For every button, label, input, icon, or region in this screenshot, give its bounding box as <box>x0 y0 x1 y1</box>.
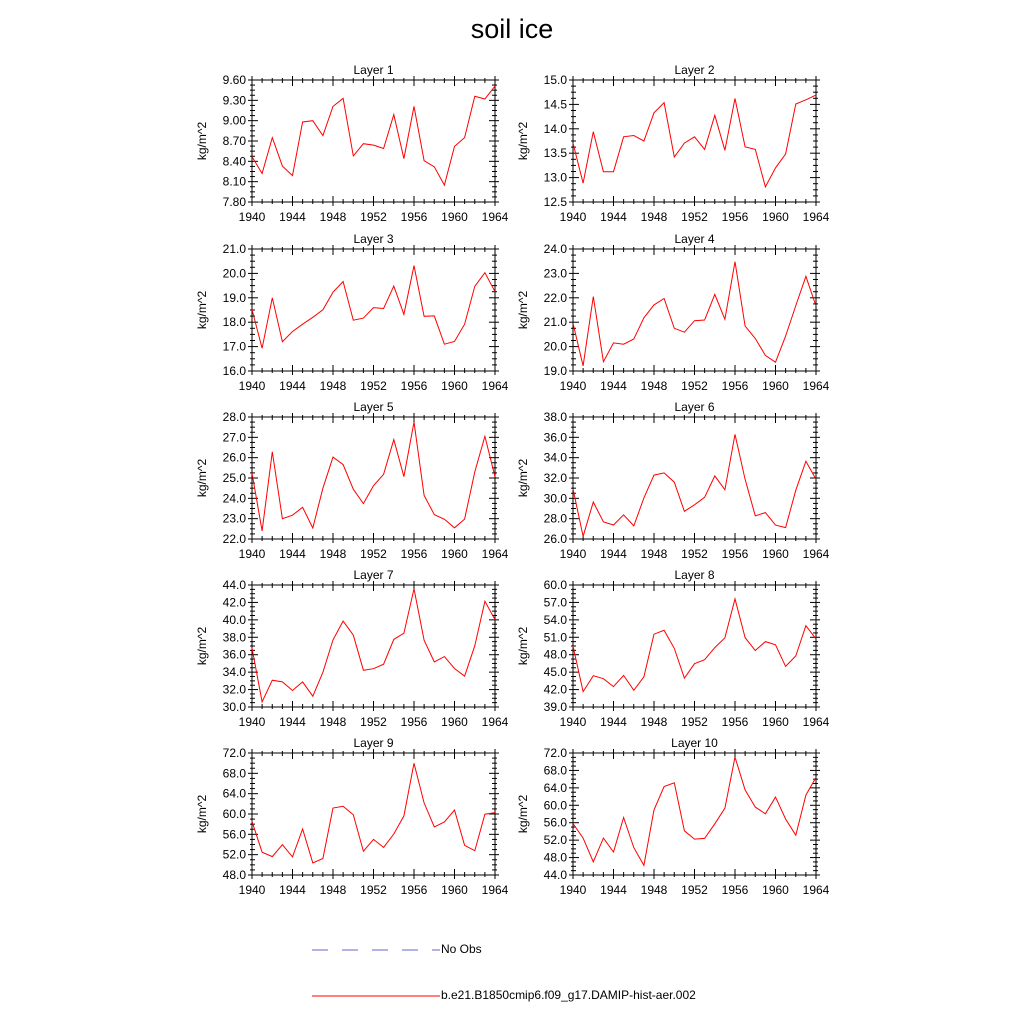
plot-frame <box>252 753 495 875</box>
x-tick-label: 1964 <box>802 715 830 729</box>
x-tick-label: 1944 <box>600 715 627 729</box>
legend-obs-entry <box>312 940 612 960</box>
chart-panel-3 <box>195 232 509 393</box>
plot-frame <box>573 585 816 707</box>
x-tick-label: 1952 <box>360 210 387 224</box>
series-line <box>573 262 816 366</box>
y-tick-label: 32.0 <box>222 682 246 697</box>
plot-frame <box>252 417 495 539</box>
chart-panel-2 <box>516 63 830 224</box>
y-tick-label: 19.0 <box>222 290 246 305</box>
x-tick-label: 1948 <box>640 547 668 561</box>
x-tick-label: 1960 <box>441 715 468 729</box>
series-line <box>573 95 816 187</box>
x-tick-label: 1956 <box>721 379 749 393</box>
y-tick-label: 22.0 <box>543 290 567 305</box>
y-tick-label: 34.0 <box>543 450 567 465</box>
x-tick-label: 1956 <box>400 547 428 561</box>
page-title: soil ice <box>470 14 554 44</box>
x-tick-label: 1944 <box>279 379 306 393</box>
x-tick-label: 1944 <box>600 379 627 393</box>
x-tick-label: 1952 <box>681 883 708 897</box>
y-tick-label: 8.70 <box>222 134 246 148</box>
chart-title: Layer 4 <box>674 232 715 246</box>
y-axis-label: kg/m^2 <box>516 290 530 330</box>
x-tick-label: 1952 <box>360 379 387 393</box>
series-line <box>252 86 495 185</box>
y-axis-label: kg/m^2 <box>516 458 530 498</box>
y-tick-label: 30.0 <box>222 700 246 714</box>
y-tick-label: 34.0 <box>222 665 246 680</box>
y-tick-label: 17.0 <box>222 339 246 354</box>
y-tick-label: 51.0 <box>543 630 567 645</box>
y-tick-label: 28.0 <box>543 511 567 526</box>
x-tick-label: 1944 <box>600 210 627 224</box>
chart-title: Layer 8 <box>674 568 715 582</box>
y-axis-label: kg/m^2 <box>195 794 209 834</box>
chart-panel-7 <box>195 568 509 729</box>
x-tick-label: 1944 <box>600 547 627 561</box>
y-tick-label: 48.0 <box>543 850 567 865</box>
x-tick-label: 1960 <box>762 379 789 393</box>
x-tick-label: 1940 <box>238 379 266 393</box>
y-tick-label: 24.0 <box>543 242 567 256</box>
y-tick-label: 26.0 <box>543 532 567 546</box>
y-axis-label: kg/m^2 <box>195 290 209 330</box>
legend-model-entry <box>312 986 732 1006</box>
x-tick-label: 1960 <box>762 883 789 897</box>
y-tick-label: 14.0 <box>543 121 567 136</box>
chart-panel-6 <box>516 400 830 561</box>
x-tick-label: 1960 <box>441 379 468 393</box>
series-line <box>252 763 495 863</box>
x-tick-label: 1964 <box>481 715 509 729</box>
chart-panel-8 <box>516 568 830 729</box>
x-tick-label: 1948 <box>319 210 347 224</box>
x-tick-label: 1948 <box>640 883 668 897</box>
x-tick-label: 1960 <box>441 883 468 897</box>
y-tick-label: 8.10 <box>222 174 246 189</box>
y-tick-label: 13.5 <box>543 146 567 161</box>
y-tick-label: 52.0 <box>543 833 567 848</box>
y-tick-label: 14.5 <box>543 97 567 112</box>
y-tick-label: 40.0 <box>222 612 246 627</box>
x-tick-label: 1944 <box>279 547 306 561</box>
x-tick-label: 1964 <box>481 210 509 224</box>
y-axis-label: kg/m^2 <box>516 794 530 834</box>
x-tick-label: 1952 <box>681 715 708 729</box>
chart-title: Layer 5 <box>353 400 394 414</box>
x-tick-label: 1948 <box>319 883 347 897</box>
y-tick-label: 48.0 <box>222 868 246 882</box>
plot-frame <box>252 249 495 371</box>
x-tick-label: 1944 <box>279 883 306 897</box>
y-tick-label: 44.0 <box>222 578 246 592</box>
y-tick-label: 16.0 <box>222 364 246 378</box>
x-tick-label: 1964 <box>481 379 509 393</box>
plot-frame <box>252 80 495 202</box>
plot-frame <box>573 753 816 875</box>
x-tick-label: 1960 <box>762 210 789 224</box>
y-tick-label: 21.0 <box>543 315 567 330</box>
chart-title: Layer 9 <box>353 736 394 750</box>
y-tick-label: 56.0 <box>543 815 567 830</box>
x-tick-label: 1964 <box>802 883 830 897</box>
y-tick-label: 45.0 <box>543 665 567 680</box>
y-tick-label: 68.0 <box>222 766 246 781</box>
y-tick-label: 15.0 <box>543 73 567 87</box>
chart-title: Layer 1 <box>353 63 394 77</box>
x-tick-label: 1944 <box>600 883 627 897</box>
y-tick-label: 8.40 <box>222 154 246 169</box>
chart-panel-5 <box>195 400 509 561</box>
y-tick-label: 38.0 <box>222 630 246 645</box>
y-axis-label: kg/m^2 <box>516 121 530 161</box>
x-tick-label: 1948 <box>640 715 668 729</box>
y-tick-label: 68.0 <box>543 763 567 778</box>
y-tick-label: 36.0 <box>222 647 246 662</box>
y-tick-label: 32.0 <box>543 471 567 485</box>
y-tick-label: 30.0 <box>543 491 567 506</box>
x-tick-label: 1944 <box>279 210 306 224</box>
y-tick-label: 39.0 <box>543 700 567 714</box>
x-tick-label: 1940 <box>238 210 266 224</box>
y-tick-label: 7.80 <box>222 195 246 209</box>
y-tick-label: 24.0 <box>222 491 246 506</box>
y-tick-label: 26.0 <box>222 450 246 465</box>
series-line <box>573 757 816 865</box>
x-tick-label: 1948 <box>319 715 347 729</box>
legend-model-line <box>312 986 442 1006</box>
y-tick-label: 44.0 <box>543 868 567 882</box>
y-tick-label: 25.0 <box>222 471 246 485</box>
y-tick-label: 9.60 <box>222 73 246 87</box>
plot-frame <box>573 80 816 202</box>
y-tick-label: 64.0 <box>543 780 567 795</box>
x-tick-label: 1952 <box>360 715 387 729</box>
legend-obs-line <box>312 940 442 960</box>
x-tick-label: 1948 <box>319 379 347 393</box>
x-tick-label: 1956 <box>400 883 428 897</box>
y-tick-label: 52.0 <box>222 847 246 862</box>
y-tick-label: 12.5 <box>543 195 567 209</box>
y-axis-label: kg/m^2 <box>195 121 209 161</box>
chart-panel-9 <box>195 736 509 897</box>
y-tick-label: 48.0 <box>543 647 567 662</box>
series-line <box>573 434 816 536</box>
y-tick-label: 60.0 <box>543 578 567 592</box>
x-tick-label: 1956 <box>721 715 749 729</box>
x-tick-label: 1956 <box>721 210 749 224</box>
x-tick-label: 1940 <box>559 883 587 897</box>
x-tick-label: 1940 <box>238 547 266 561</box>
chart-title: Layer 7 <box>353 568 394 582</box>
y-tick-label: 36.0 <box>543 430 567 445</box>
series-line <box>252 589 495 702</box>
x-tick-label: 1960 <box>441 210 468 224</box>
y-axis-label: kg/m^2 <box>195 458 209 498</box>
x-tick-label: 1956 <box>400 379 428 393</box>
y-tick-label: 21.0 <box>222 242 246 256</box>
x-tick-label: 1956 <box>721 883 749 897</box>
y-tick-label: 13.0 <box>543 170 567 185</box>
x-tick-label: 1956 <box>400 210 428 224</box>
x-tick-label: 1960 <box>441 547 468 561</box>
y-tick-label: 9.00 <box>222 113 246 128</box>
x-tick-label: 1948 <box>640 379 668 393</box>
x-tick-label: 1964 <box>802 210 830 224</box>
y-tick-label: 72.0 <box>222 746 246 760</box>
x-tick-label: 1952 <box>360 883 387 897</box>
series-line <box>252 422 495 531</box>
y-tick-label: 19.0 <box>543 364 567 378</box>
y-tick-label: 64.0 <box>222 786 246 801</box>
x-tick-label: 1956 <box>721 547 749 561</box>
x-tick-label: 1948 <box>319 547 347 561</box>
y-axis-label: kg/m^2 <box>516 626 530 666</box>
x-tick-label: 1948 <box>640 210 668 224</box>
x-tick-label: 1964 <box>802 379 830 393</box>
x-tick-label: 1952 <box>681 210 708 224</box>
x-tick-label: 1952 <box>681 379 708 393</box>
y-tick-label: 9.30 <box>222 93 246 108</box>
x-tick-label: 1960 <box>762 547 789 561</box>
chart-panel-10 <box>516 736 830 897</box>
chart-panel-4 <box>516 232 830 393</box>
x-tick-label: 1940 <box>238 883 266 897</box>
x-tick-label: 1944 <box>279 715 306 729</box>
chart-title: Layer 3 <box>353 232 394 246</box>
y-tick-label: 20.0 <box>222 266 246 281</box>
y-tick-label: 23.0 <box>222 511 246 526</box>
series-line <box>573 599 816 692</box>
x-tick-label: 1964 <box>481 883 509 897</box>
y-tick-label: 54.0 <box>543 612 567 627</box>
x-tick-label: 1956 <box>400 715 428 729</box>
x-tick-label: 1940 <box>559 547 587 561</box>
y-tick-label: 20.0 <box>543 339 567 354</box>
y-tick-label: 42.0 <box>222 595 246 610</box>
chart-title: Layer 2 <box>674 63 715 77</box>
legend-obs-label: No Obs <box>441 942 482 956</box>
y-tick-label: 42.0 <box>543 682 567 697</box>
y-tick-label: 18.0 <box>222 315 246 330</box>
y-tick-label: 60.0 <box>222 807 246 821</box>
y-axis-label: kg/m^2 <box>195 626 209 666</box>
chart-title: Layer 6 <box>674 400 715 414</box>
y-tick-label: 22.0 <box>222 532 246 546</box>
series-line <box>252 266 495 349</box>
y-tick-label: 72.0 <box>543 746 567 760</box>
x-tick-label: 1960 <box>762 715 789 729</box>
x-tick-label: 1964 <box>802 547 830 561</box>
y-tick-label: 56.0 <box>222 827 246 842</box>
x-tick-label: 1940 <box>238 715 266 729</box>
plot-frame <box>252 585 495 707</box>
x-tick-label: 1940 <box>559 715 587 729</box>
y-tick-label: 27.0 <box>222 430 246 445</box>
y-tick-label: 23.0 <box>543 266 567 281</box>
legend-model-label: b.e21.B1850cmip6.f09_g17.DAMIP-hist-aer.002 <box>441 988 696 1002</box>
x-tick-label: 1940 <box>559 379 587 393</box>
plot-frame <box>573 417 816 539</box>
x-tick-label: 1952 <box>681 547 708 561</box>
x-tick-label: 1940 <box>559 210 587 224</box>
y-tick-label: 28.0 <box>222 410 246 424</box>
chart-title: Layer 10 <box>671 736 718 750</box>
y-tick-label: 60.0 <box>543 798 567 813</box>
chart-panel-1 <box>195 63 509 224</box>
x-tick-label: 1964 <box>481 547 509 561</box>
y-tick-label: 38.0 <box>543 410 567 424</box>
y-tick-label: 57.0 <box>543 595 567 610</box>
x-tick-label: 1952 <box>360 547 387 561</box>
